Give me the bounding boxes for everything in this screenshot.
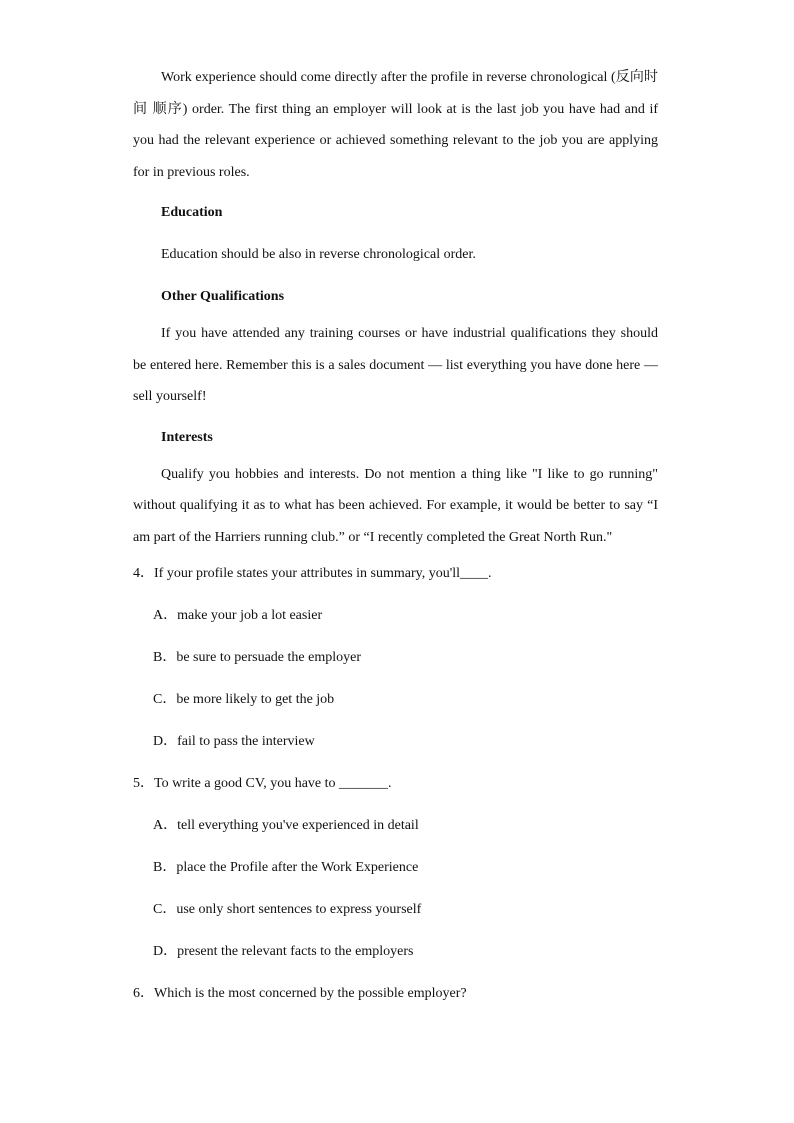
answer-option: A．make your job a lot easier <box>153 608 323 623</box>
question-4 <box>133 553 658 763</box>
answer-option: D．present the relevant facts to the employers <box>153 944 414 959</box>
answer-option: C．be more likely to get the job <box>153 692 335 707</box>
other-qualifications-heading: Other Qualifications <box>161 289 285 304</box>
answer-option: C．use only short sentences to express yourself <box>153 902 422 917</box>
work-experience-paragraph: Work experience should come directly after the profile in reverse chronological (反向时间 顺序) order. The first thing an employer will look at is the last job you have had and if you had the relevant experience or achieved something relevant to the job you are applying for in previous roles. <box>133 70 658 180</box>
interests-heading: Interests <box>161 429 213 445</box>
question-6 <box>133 973 658 1015</box>
education-paragraph: Education should be also in reverse chronological order. <box>161 247 476 262</box>
question-5 <box>133 763 658 973</box>
other-qualifications-paragraph: If you have attended any training courses or have industrial qualifications they should be entered here. Remember this is a sales document — list everything you have done here — sell yourself! <box>133 326 658 404</box>
interests-paragraph: Qualify you hobbies and interests. Do not mention a thing like "I like to go running" without qualifying it as to what has been achieved. For example, it would be better to say “I am part of the Harriers running club.” or “I recently completed the Great North Run." <box>133 466 658 545</box>
question-stem: 5．To write a good CV, you have to _______. <box>133 776 392 791</box>
answer-option: B．be sure to persuade the employer <box>153 650 361 665</box>
document-page <box>133 62 658 1015</box>
answer-option: A．tell everything you've experienced in detail <box>153 818 419 833</box>
question-stem: 4．If your profile states your attributes in summary, you'll____. <box>133 566 492 581</box>
question-stem: 6．Which is the most concerned by the possible employer? <box>133 986 467 1001</box>
education-heading: Education <box>161 205 223 220</box>
answer-option: B．place the Profile after the Work Experience <box>153 860 419 875</box>
answer-option: D．fail to pass the interview <box>153 734 315 749</box>
